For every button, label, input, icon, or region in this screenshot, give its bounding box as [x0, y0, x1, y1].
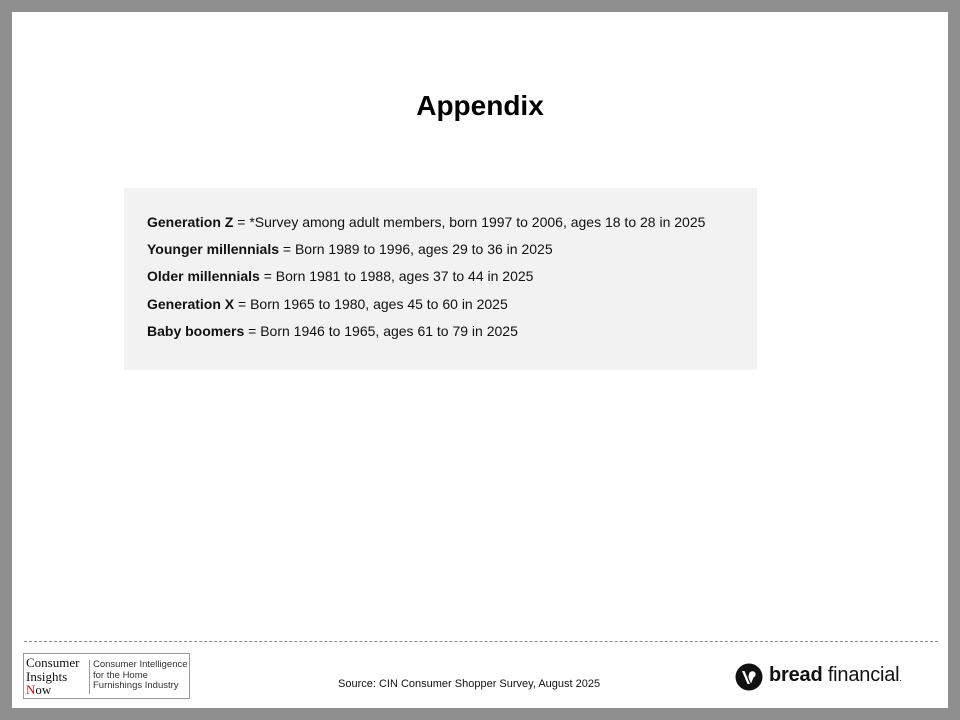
definition-text: = *Survey among adult members, born 1997 to 2006, ages 18 to 28 in 2025: [233, 214, 706, 230]
brand-word-financial: financial: [827, 664, 900, 686]
cin-logo-line: [26, 683, 87, 697]
cin-tagline-line: Consumer Intelligence: [93, 659, 188, 670]
cin-logo: [23, 653, 190, 699]
definition-older-millennials: [147, 268, 533, 284]
definition-text: = Born 1989 to 1996, ages 29 to 36 in 2025: [279, 241, 553, 257]
cin-logo-line: Consumer: [26, 655, 80, 670]
definition-generation-x: [147, 296, 508, 312]
bread-financial-mark-icon: [735, 663, 763, 691]
definitions-panel: [124, 188, 757, 370]
definition-term: Younger millennials: [147, 241, 279, 257]
cin-logo-initial: N: [26, 682, 36, 697]
cin-logo-line: Insights: [26, 668, 68, 684]
slide: [12, 12, 948, 708]
definition-term: Baby boomers: [147, 323, 245, 339]
cin-tagline-line: Furnishings Industry: [93, 680, 179, 691]
bread-financial-logo: [735, 662, 925, 692]
cin-logo-tagline: [93, 660, 189, 692]
definition-text: = Born 1981 to 1988, ages 37 to 44 in 2025: [259, 268, 534, 284]
brand-mark-dot: .: [899, 673, 902, 683]
definition-term: Generation Z: [147, 214, 234, 230]
bread-financial-wordmark: [769, 664, 902, 687]
cin-logo-rest: ow: [35, 682, 52, 697]
cin-logo-wordmark: [26, 656, 87, 696]
definition-text: = Born 1946 to 1965, ages 61 to 79 in 2025: [244, 323, 518, 339]
definition-term: Older millennials: [147, 268, 260, 284]
cin-logo-separator: [89, 660, 90, 694]
source-note: Source: CIN Consumer Shopper Survey, August 2025: [338, 678, 601, 690]
definition-generation-z: [147, 214, 705, 230]
brand-word-bread: bread: [769, 664, 823, 686]
definition-baby-boomers: [147, 323, 518, 339]
definition-younger-millennials: [147, 241, 553, 257]
definition-text: = Born 1965 to 1980, ages 45 to 60 in 2025: [234, 296, 508, 312]
cin-tagline-line: for the Home: [93, 669, 148, 681]
page-title: Appendix: [416, 90, 544, 121]
definition-term: Generation X: [147, 296, 235, 312]
footer-divider: [24, 641, 938, 642]
